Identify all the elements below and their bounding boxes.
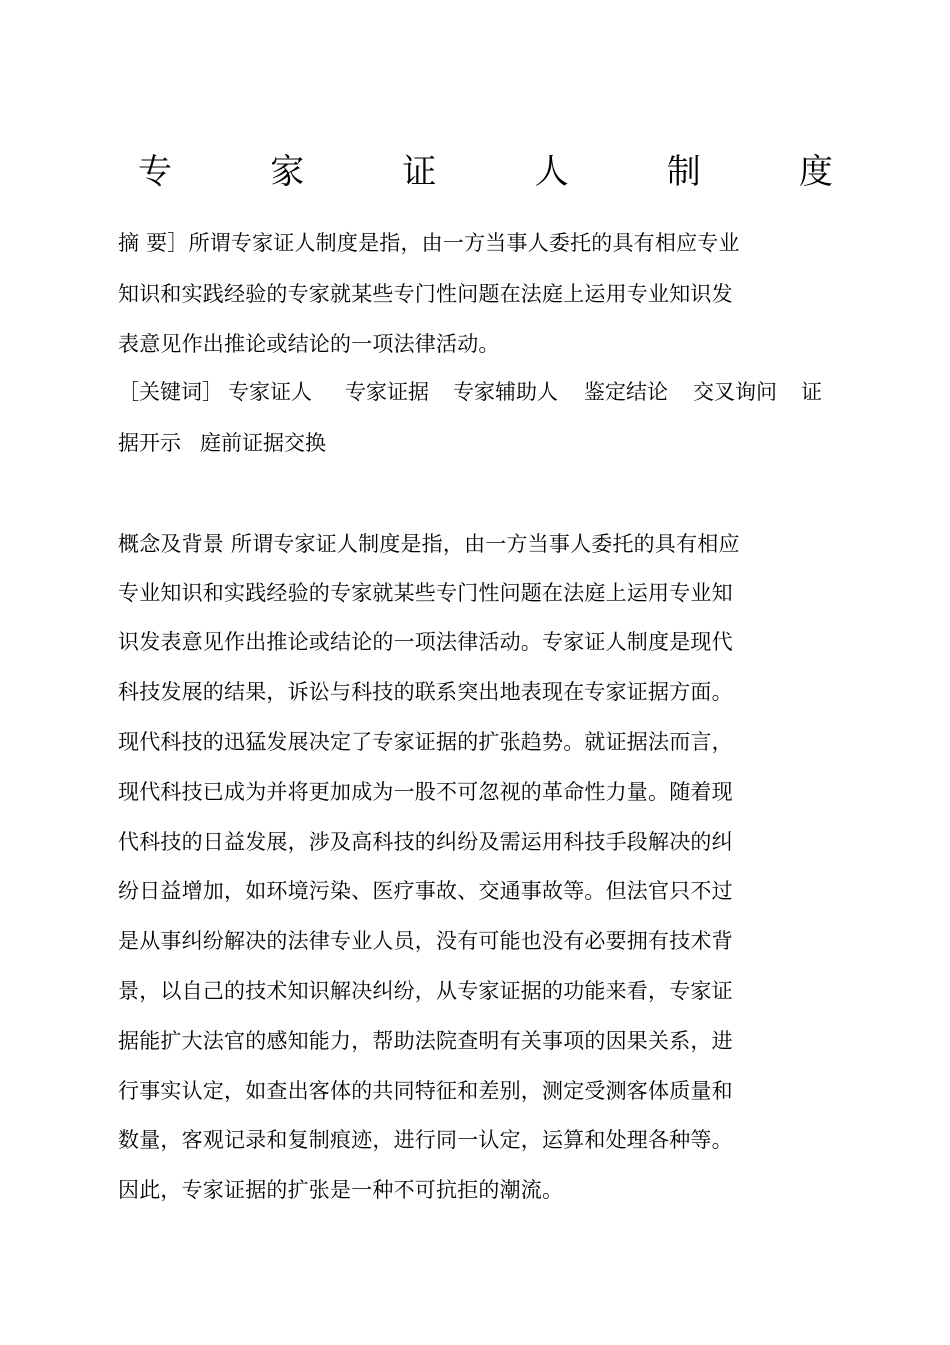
- body-line: 数量，客观记录和复制痕迹，进行同一认定，运算和处理各种等。: [118, 1128, 733, 1152]
- body-line: 科技发展的结果，诉讼与科技的联系突出地表现在专家证据方面。: [118, 680, 733, 704]
- keyword: 证: [801, 380, 822, 404]
- body-line: 专业知识和实践经验的专家就某些专门性问题在法庭上运用专业知: [118, 581, 733, 605]
- body-line: 识发表意见作出推论或结论的一项法律活动。专家证人制度是现代: [118, 630, 733, 654]
- title-char: 制: [666, 152, 701, 192]
- body-line: 概念及背景 所谓专家证人制度是指，由一方当事人委托的具有相应: [118, 532, 740, 556]
- body-line: 代科技的日益发展，涉及高科技的纠纷及需运用科技手段解决的纠: [118, 830, 733, 854]
- title-char: 度: [798, 152, 833, 192]
- body-line: 景，以自己的技术知识解决纠纷，从专家证据的功能来看，专家证: [118, 979, 733, 1003]
- body-line: 行事实认定，如查出客体的共同特征和差别，测定受测客体质量和: [118, 1079, 733, 1103]
- keyword: 鉴定结论: [584, 380, 668, 404]
- abstract-line: 表意见作出推论或结论的一项法律活动。: [118, 332, 500, 356]
- keywords-label: ［关键词］: [118, 380, 223, 404]
- body-line: 纷日益增加，如环境污染、医疗事故、交通事故等。但法官只不过: [118, 879, 733, 903]
- title-char: 人: [534, 152, 569, 192]
- keywords-line-2: [118, 428, 518, 458]
- body-line: 是从事纠纷解决的法律专业人员，没有可能也没有必要拥有技术背: [118, 929, 733, 953]
- body-line: 现代科技已成为并将更加成为一股不可忽视的革命性力量。随着现: [118, 780, 733, 804]
- abstract-line: 知识和实践经验的专家就某些专门性问题在法庭上运用专业知识发: [118, 282, 733, 306]
- title-char: 专: [138, 152, 172, 192]
- keywords-line-1: [118, 377, 828, 407]
- keyword: 专家证人: [228, 380, 312, 404]
- keyword: 专家证据: [345, 380, 429, 404]
- body-line: 因此，专家证据的扩张是一种不可抗拒的潮流。: [118, 1178, 564, 1202]
- title-char: 证: [402, 152, 437, 192]
- abstract-line: 摘 要］所谓专家证人制度是指，由一方当事人委托的具有相应专业: [118, 231, 740, 255]
- document-title: [138, 147, 833, 197]
- body-line: 据能扩大法官的感知能力，帮助法院查明有关事项的因果关系，进: [118, 1029, 733, 1053]
- keyword: 据开示: [118, 431, 181, 455]
- keyword: 专家辅助人: [453, 380, 558, 404]
- title-char: 家: [270, 152, 305, 192]
- body-line: 现代科技的迅猛发展决定了专家证据的扩张趋势。就证据法而言，: [118, 730, 733, 754]
- keyword: 交叉询问: [693, 380, 777, 404]
- keyword: 庭前证据交换: [200, 431, 326, 455]
